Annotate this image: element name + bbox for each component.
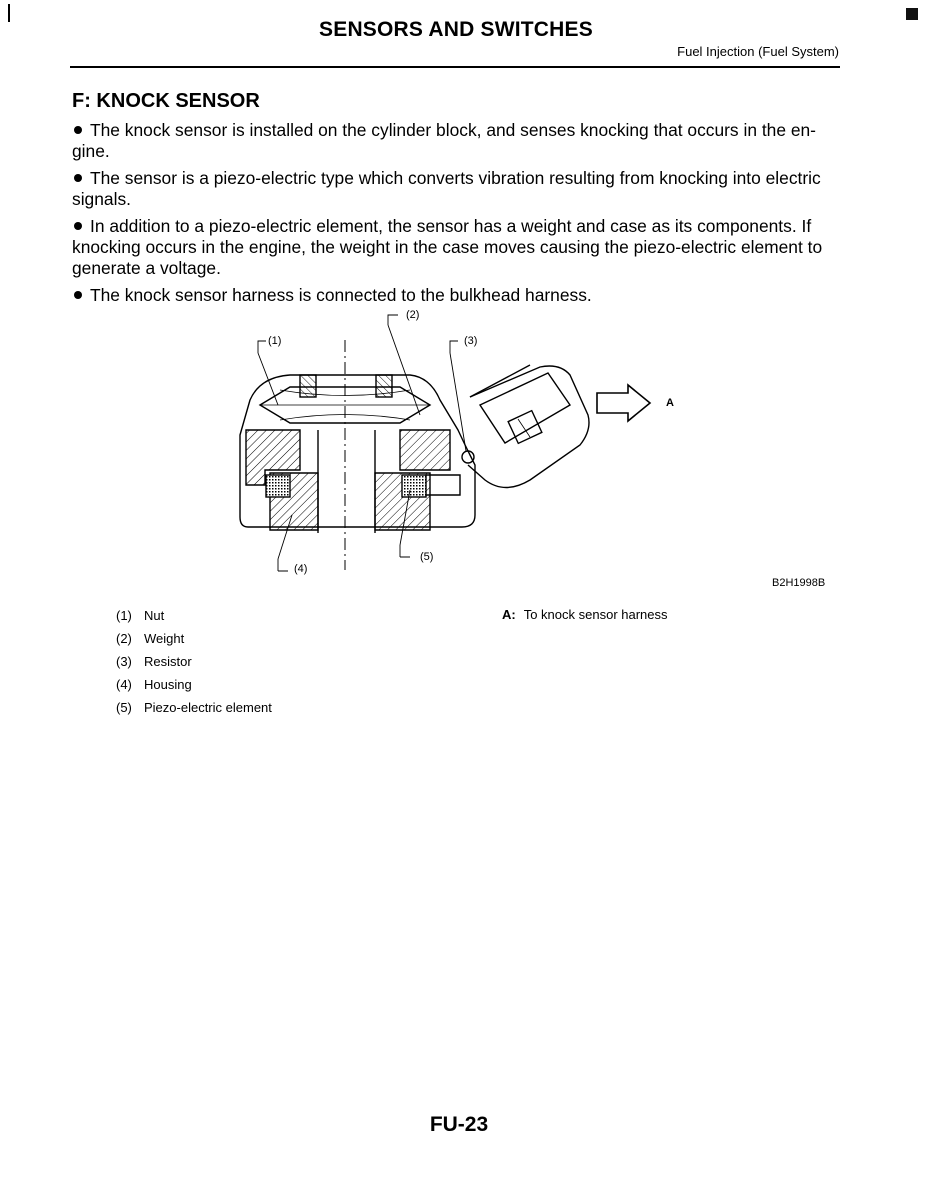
paragraph: The knock sensor is installed on the cylinder block, and senses knocking that occurs in the en-gine. bbox=[72, 120, 816, 161]
bullet-icon bbox=[74, 174, 82, 182]
legend-item: (3) Resistor bbox=[116, 654, 192, 669]
paragraph: The sensor is a piezo-electric type which converts vibration resulting from knocking into electric signals. bbox=[72, 168, 821, 209]
callout-2: (2) bbox=[406, 309, 420, 321]
bullet-icon bbox=[74, 291, 82, 299]
subsection-title: Fuel Injection (Fuel System) bbox=[677, 44, 839, 59]
legend-a bbox=[502, 607, 668, 622]
legend-item: (4) Housing bbox=[116, 677, 192, 692]
legend-item: (2) Weight bbox=[116, 631, 185, 646]
bullet-icon bbox=[74, 126, 82, 134]
header-rule bbox=[70, 66, 840, 68]
callout-a: A bbox=[666, 397, 674, 409]
figure-code: B2H1998B bbox=[772, 577, 826, 589]
body-text bbox=[72, 120, 842, 312]
knock-sensor-diagram bbox=[230, 305, 700, 580]
legend-list bbox=[116, 608, 272, 723]
paragraph: In addition to a piezo-electric element, the sensor has a weight and case as its components. If knocking occurs in the engine, the weight in the case moves causing the piezo-electric element to generate a voltage. bbox=[72, 216, 823, 278]
section-title: SENSORS AND SWITCHES bbox=[319, 18, 593, 41]
paragraph: The knock sensor harness is connected to the bulkhead harness. bbox=[72, 285, 842, 306]
callout-4: (4) bbox=[294, 563, 308, 575]
legend-a-key: A: bbox=[502, 607, 516, 622]
callout-1: (1) bbox=[268, 335, 282, 347]
legend-a-label: To knock sensor harness bbox=[523, 607, 668, 622]
legend-item: (5) Piezo-electric element bbox=[116, 700, 272, 715]
page-number: FU-23 bbox=[429, 1113, 489, 1136]
callout-5: (5) bbox=[420, 551, 434, 563]
bullet-icon bbox=[74, 222, 82, 230]
legend-item: (1) Nut bbox=[116, 608, 165, 623]
page-heading: F: KNOCK SENSOR bbox=[72, 90, 260, 112]
callout-3: (3) bbox=[464, 335, 478, 347]
